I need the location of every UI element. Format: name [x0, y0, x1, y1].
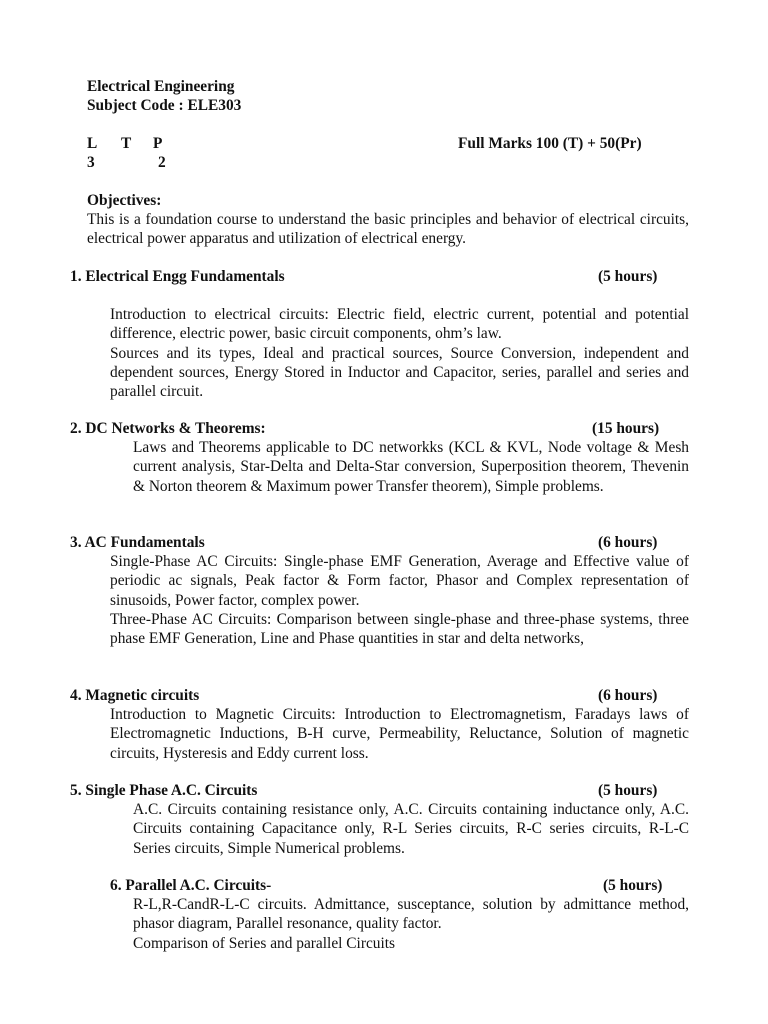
section-6-hours: (5 hours): [603, 877, 663, 894]
section-4-paragraph: Introduction to Magnetic Circuits: Introduction to Electromagnetism, Faradays laws of Electromagnetic Inductions, B-H curve, Permeability, Reluctance, Solution of magnetic circuits, Hysteresis and Eddy current loss.: [110, 706, 689, 762]
section-5-paragraph: A.C. Circuits containing resistance only, A.C. Circuits containing inductance only, A.C. Circuits containing Capacitance only, R-L Series circuits, R-C series circuits, R-L-C Series circuits, Simple Numerical problems.: [133, 801, 689, 857]
section-5-title: 5. Single Phase A.C. Circuits: [70, 782, 258, 799]
section-6-paragraph: R-L,R-CandR-L-C circuits. Admittance, susceptance, solution by admittance method, phasor diagram, Parallel resonance, quality factor.: [133, 896, 689, 933]
section-1-body: [110, 305, 689, 401]
ltp-label-t: T: [121, 135, 132, 152]
ltp-value-p: 2: [158, 154, 166, 171]
objectives-heading: Objectives:: [87, 192, 162, 209]
section-3-paragraph: Single-Phase AC Circuits: Single-phase EMF Generation, Average and Effective value of periodic ac signals, Peak factor & Form factor, Phasor and Complex representation of sinusoids, Power factor, complex power.: [110, 553, 689, 609]
section-5-body: [133, 800, 689, 858]
ltp-value-l: 3: [87, 154, 95, 171]
section-2-title: 2. DC Networks & Theorems:: [70, 420, 266, 437]
section-1-hours: (5 hours): [598, 268, 658, 285]
section-1-paragraph: Sources and its types, Ideal and practical sources, Source Conversion, independent and dependent sources, Energy Stored in Inductor and Capacitor, series, parallel and series and parallel circuit.: [110, 344, 689, 401]
course-title: Electrical Engineering: [87, 78, 235, 95]
section-3-title: 3. AC Fundamentals: [70, 534, 205, 551]
objectives-text: This is a foundation course to understand the basic principles and behavior of electrical circuits, electrical power apparatus and utilization of electrical energy.: [87, 211, 689, 248]
ltp-label-p: P: [153, 135, 163, 152]
section-2-body: [133, 438, 689, 496]
section-3-paragraph: Three-Phase AC Circuits: Comparison between single-phase and three-phase systems, three phase EMF Generation, Line and Phase quantities in star and delta networks,: [110, 610, 689, 648]
ltp-label-l: L: [87, 135, 98, 152]
section-4-title: 4. Magnetic circuits: [70, 687, 200, 704]
section-4-body: [110, 705, 689, 763]
section-6-title: 6. Parallel A.C. Circuits-: [110, 877, 272, 894]
section-6-paragraph: Comparison of Series and parallel Circuits: [133, 934, 396, 952]
subject-code: Subject Code : ELE303: [87, 97, 242, 114]
section-3-hours: (6 hours): [598, 534, 658, 551]
section-5-hours: (5 hours): [598, 782, 658, 799]
section-1-title: 1. Electrical Engg Fundamentals: [70, 268, 285, 285]
section-2-paragraph: Laws and Theorems applicable to DC networkks (KCL & KVL, Node voltage & Mesh current analysis, Star-Delta and Delta-Star conversion, Superposition theorem, Thevenin & Norton theorem & Maximum power Transfer theorem), Simple problems.: [133, 439, 689, 495]
section-1-paragraph: Introduction to electrical circuits: Electric field, electric current, potential and potential difference, electric power, basic circuit components, ohm’s law.: [110, 306, 689, 343]
full-marks: Full Marks 100 (T) + 50(Pr): [458, 135, 642, 152]
section-4-hours: (6 hours): [598, 687, 658, 704]
section-3-body: [110, 552, 689, 648]
section-6-body: [133, 895, 689, 953]
section-2-hours: (15 hours): [592, 420, 660, 437]
